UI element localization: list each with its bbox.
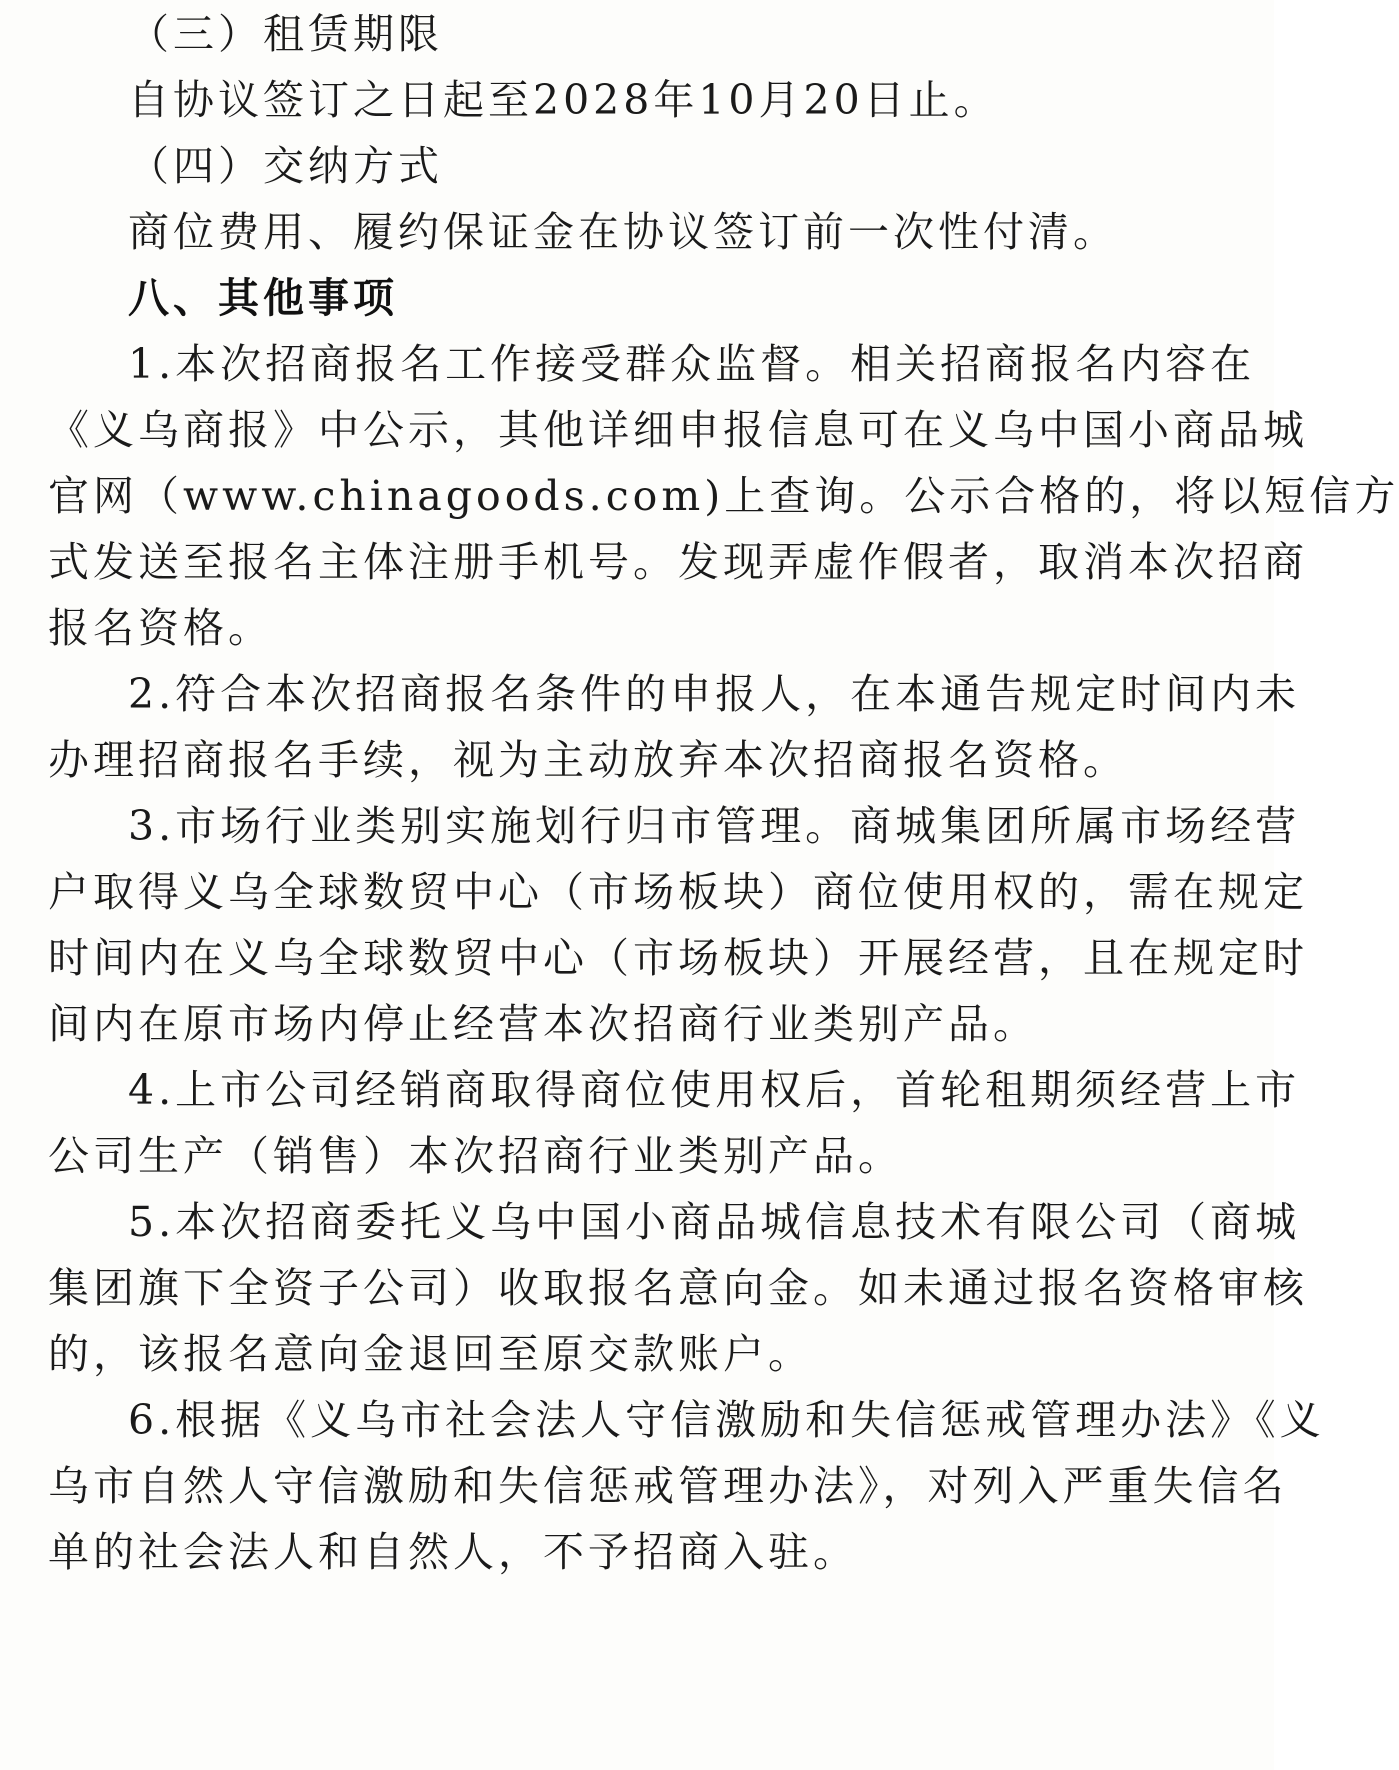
subheading-lease-term: （三）租赁期限 xyxy=(128,10,443,58)
item-6-line-1: 6.根据《义乌市社会法人守信激励和失信惩戒管理办法》《义 xyxy=(128,1396,1325,1444)
item-1-line-1: 1.本次招商报名工作接受群众监督。相关招商报名内容在 xyxy=(128,340,1256,388)
paragraph-lease-term: 自协议签订之日起至2028年10月20日止。 xyxy=(128,76,999,124)
item-3-line-4: 间内在原市场内停止经营本次招商行业类别产品。 xyxy=(48,1000,1038,1048)
paragraph-payment-method: 商位费用、履约保证金在协议签订前一次性付清。 xyxy=(128,208,1118,256)
item-5-line-1: 5.本次招商委托义乌中国小商品城信息技术有限公司（商城 xyxy=(128,1198,1301,1246)
item-5-line-3: 的，该报名意向金退回至原交款账户。 xyxy=(48,1330,813,1378)
item-3-line-3: 时间内在义乌全球数贸中心（市场板块）开展经营，且在规定时 xyxy=(48,934,1308,982)
subheading-payment-method: （四）交纳方式 xyxy=(128,142,443,190)
section-heading-other-matters: 八、其他事项 xyxy=(128,274,398,322)
item-2-line-2: 办理招商报名手续，视为主动放弃本次招商报名资格。 xyxy=(48,736,1128,784)
item-4-line-1: 4.上市公司经销商取得商位使用权后，首轮租期须经营上市 xyxy=(128,1066,1301,1114)
item-4-line-2: 公司生产（销售）本次招商行业类别产品。 xyxy=(48,1132,903,1180)
item-6-line-3: 单的社会法人和自然人，不予招商入驻。 xyxy=(48,1528,858,1576)
item-2-line-1: 2.符合本次招商报名条件的申报人，在本通告规定时间内未 xyxy=(128,670,1301,718)
item-5-line-2: 集团旗下全资子公司）收取报名意向金。如未通过报名资格审核 xyxy=(48,1264,1308,1312)
item-1-line-2: 《义乌商报》中公示，其他详细申报信息可在义乌中国小商品城 xyxy=(48,406,1308,454)
item-6-line-2: 乌市自然人守信激励和失信惩戒管理办法》，对列入严重失信名 xyxy=(48,1462,1288,1510)
item-3-line-2: 户取得义乌全球数贸中心（市场板块）商位使用权的，需在规定 xyxy=(48,868,1308,916)
item-1-line-5: 报名资格。 xyxy=(48,604,273,652)
item-1-line-4: 式发送至报名主体注册手机号。发现弄虚作假者，取消本次招商 xyxy=(48,538,1308,586)
item-3-line-1: 3.市场行业类别实施划行归市管理。商城集团所属市场经营 xyxy=(128,802,1301,850)
item-1-line-3: 官网（www.chinagoods.com)上查询。公示合格的，将以短信方 xyxy=(48,472,1399,520)
